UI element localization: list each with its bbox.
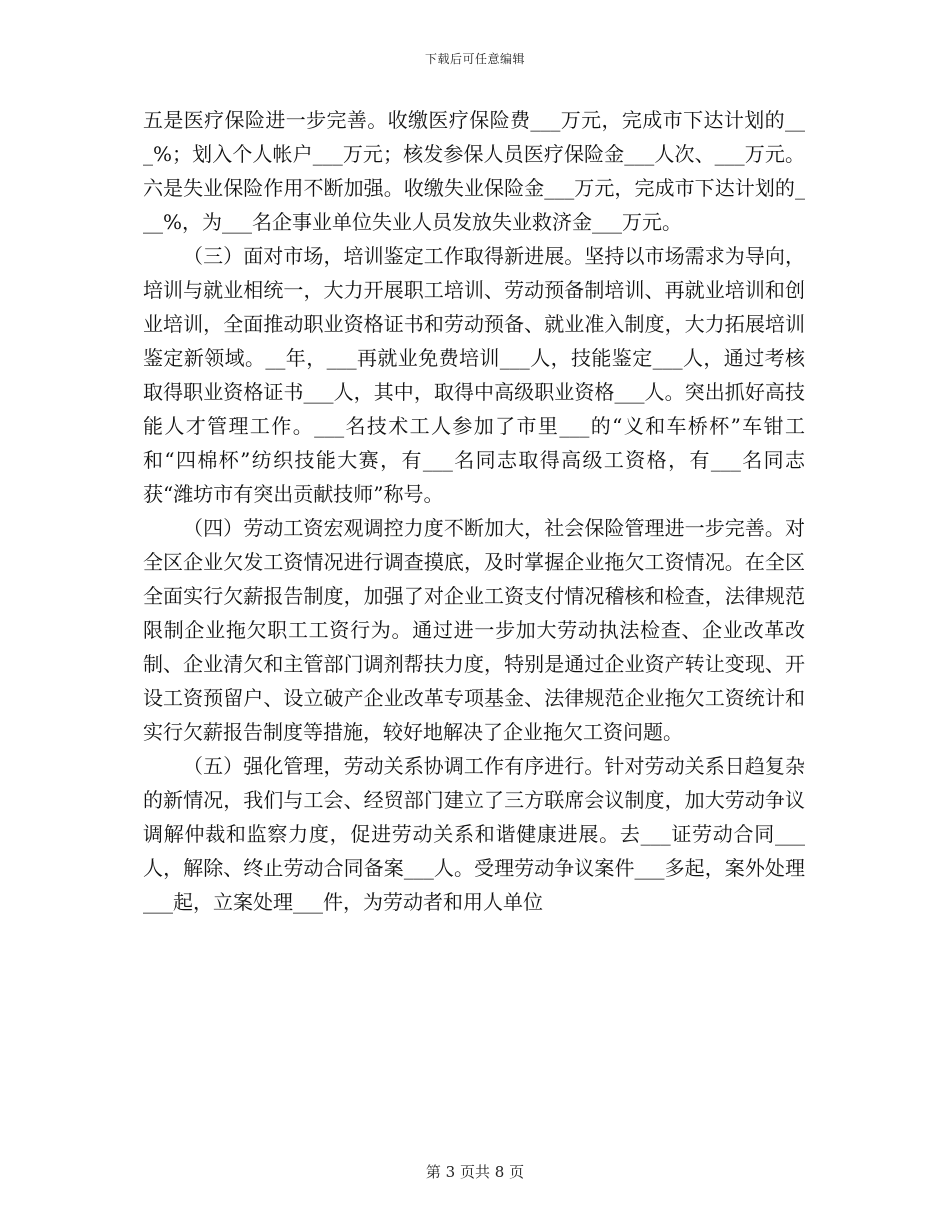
paragraph-labor-relations: （五）强化管理，劳动关系协调工作有序进行。针对劳动关系日趋复杂的新情况，我们与工会、经贸部门建立了三方联席会议制度，加大劳动争议调解仲裁和监察力度，促进劳动关系和谐健康进展。去___证劳动合同___人，解除、终止劳动合同备案___人。受理劳动争议案件___多起，案外处理___起，立案处理___件，为劳动者和用人单位 xyxy=(143,754,805,914)
document-body xyxy=(143,103,805,919)
paragraph-medical-unemployment-insurance: 五是医疗保险进一步完善。收缴医疗保险费___万元，完成市下达计划的___%；划入个人帐户___万元；核发参保人员医疗保险金___人次、___万元。六是失业保险作用不断加强。收缴失业保险金___万元，完成市下达计划的___%，为___名企事业单位失业人员发放失业救济金___万元。 xyxy=(143,108,805,234)
page-footer-number: 第 3 页共 8 页 xyxy=(425,1163,525,1181)
page-header: 下载后可任意编辑 xyxy=(424,52,525,66)
paragraph-training-appraisal: （三）面对市场，培训鉴定工作取得新进展。坚持以市场需求为导向，培训与就业相统一，大力开展职工培训、劳动预备制培训、再就业培训和创业培训，全面推动职业资格证书和劳动预备、就业准入制度，大力拓展培训鉴定新领域。__年，___再就业免费培训___人，技能鉴定___人，通过考核取得职业资格证书___人，其中，取得中高级职业资格___人。突出抓好高技能人才管理工作。___名技术工人参加了市里___的“义和车桥杯”车钳工和“四棉杯”纺织技能大赛，有___名同志取得高级工资格，有___名同志获“潍坊市有突出贡献技师”称号。 xyxy=(143,244,805,506)
paragraph-wage-macro-control: （四）劳动工资宏观调控力度不断加大，社会保险管理进一步完善。对全区企业欠发工资情况进行调查摸底，及时掌握企业拖欠工资情况。在全区全面实行欠薪报告制度，加强了对企业工资支付情况稽核和检查，法律规范限制企业拖欠职工工资行为。通过进一步加大劳动执法检查、企业改革改制、企业清欠和主管部门调剂帮扶力度，特别是通过企业资产转让变现、开设工资预留户、设立破产企业改革专项基金、法律规范企业拖欠工资统计和实行欠薪报告制度等措施，较好地解决了企业拖欠工资问题。 xyxy=(143,516,805,744)
